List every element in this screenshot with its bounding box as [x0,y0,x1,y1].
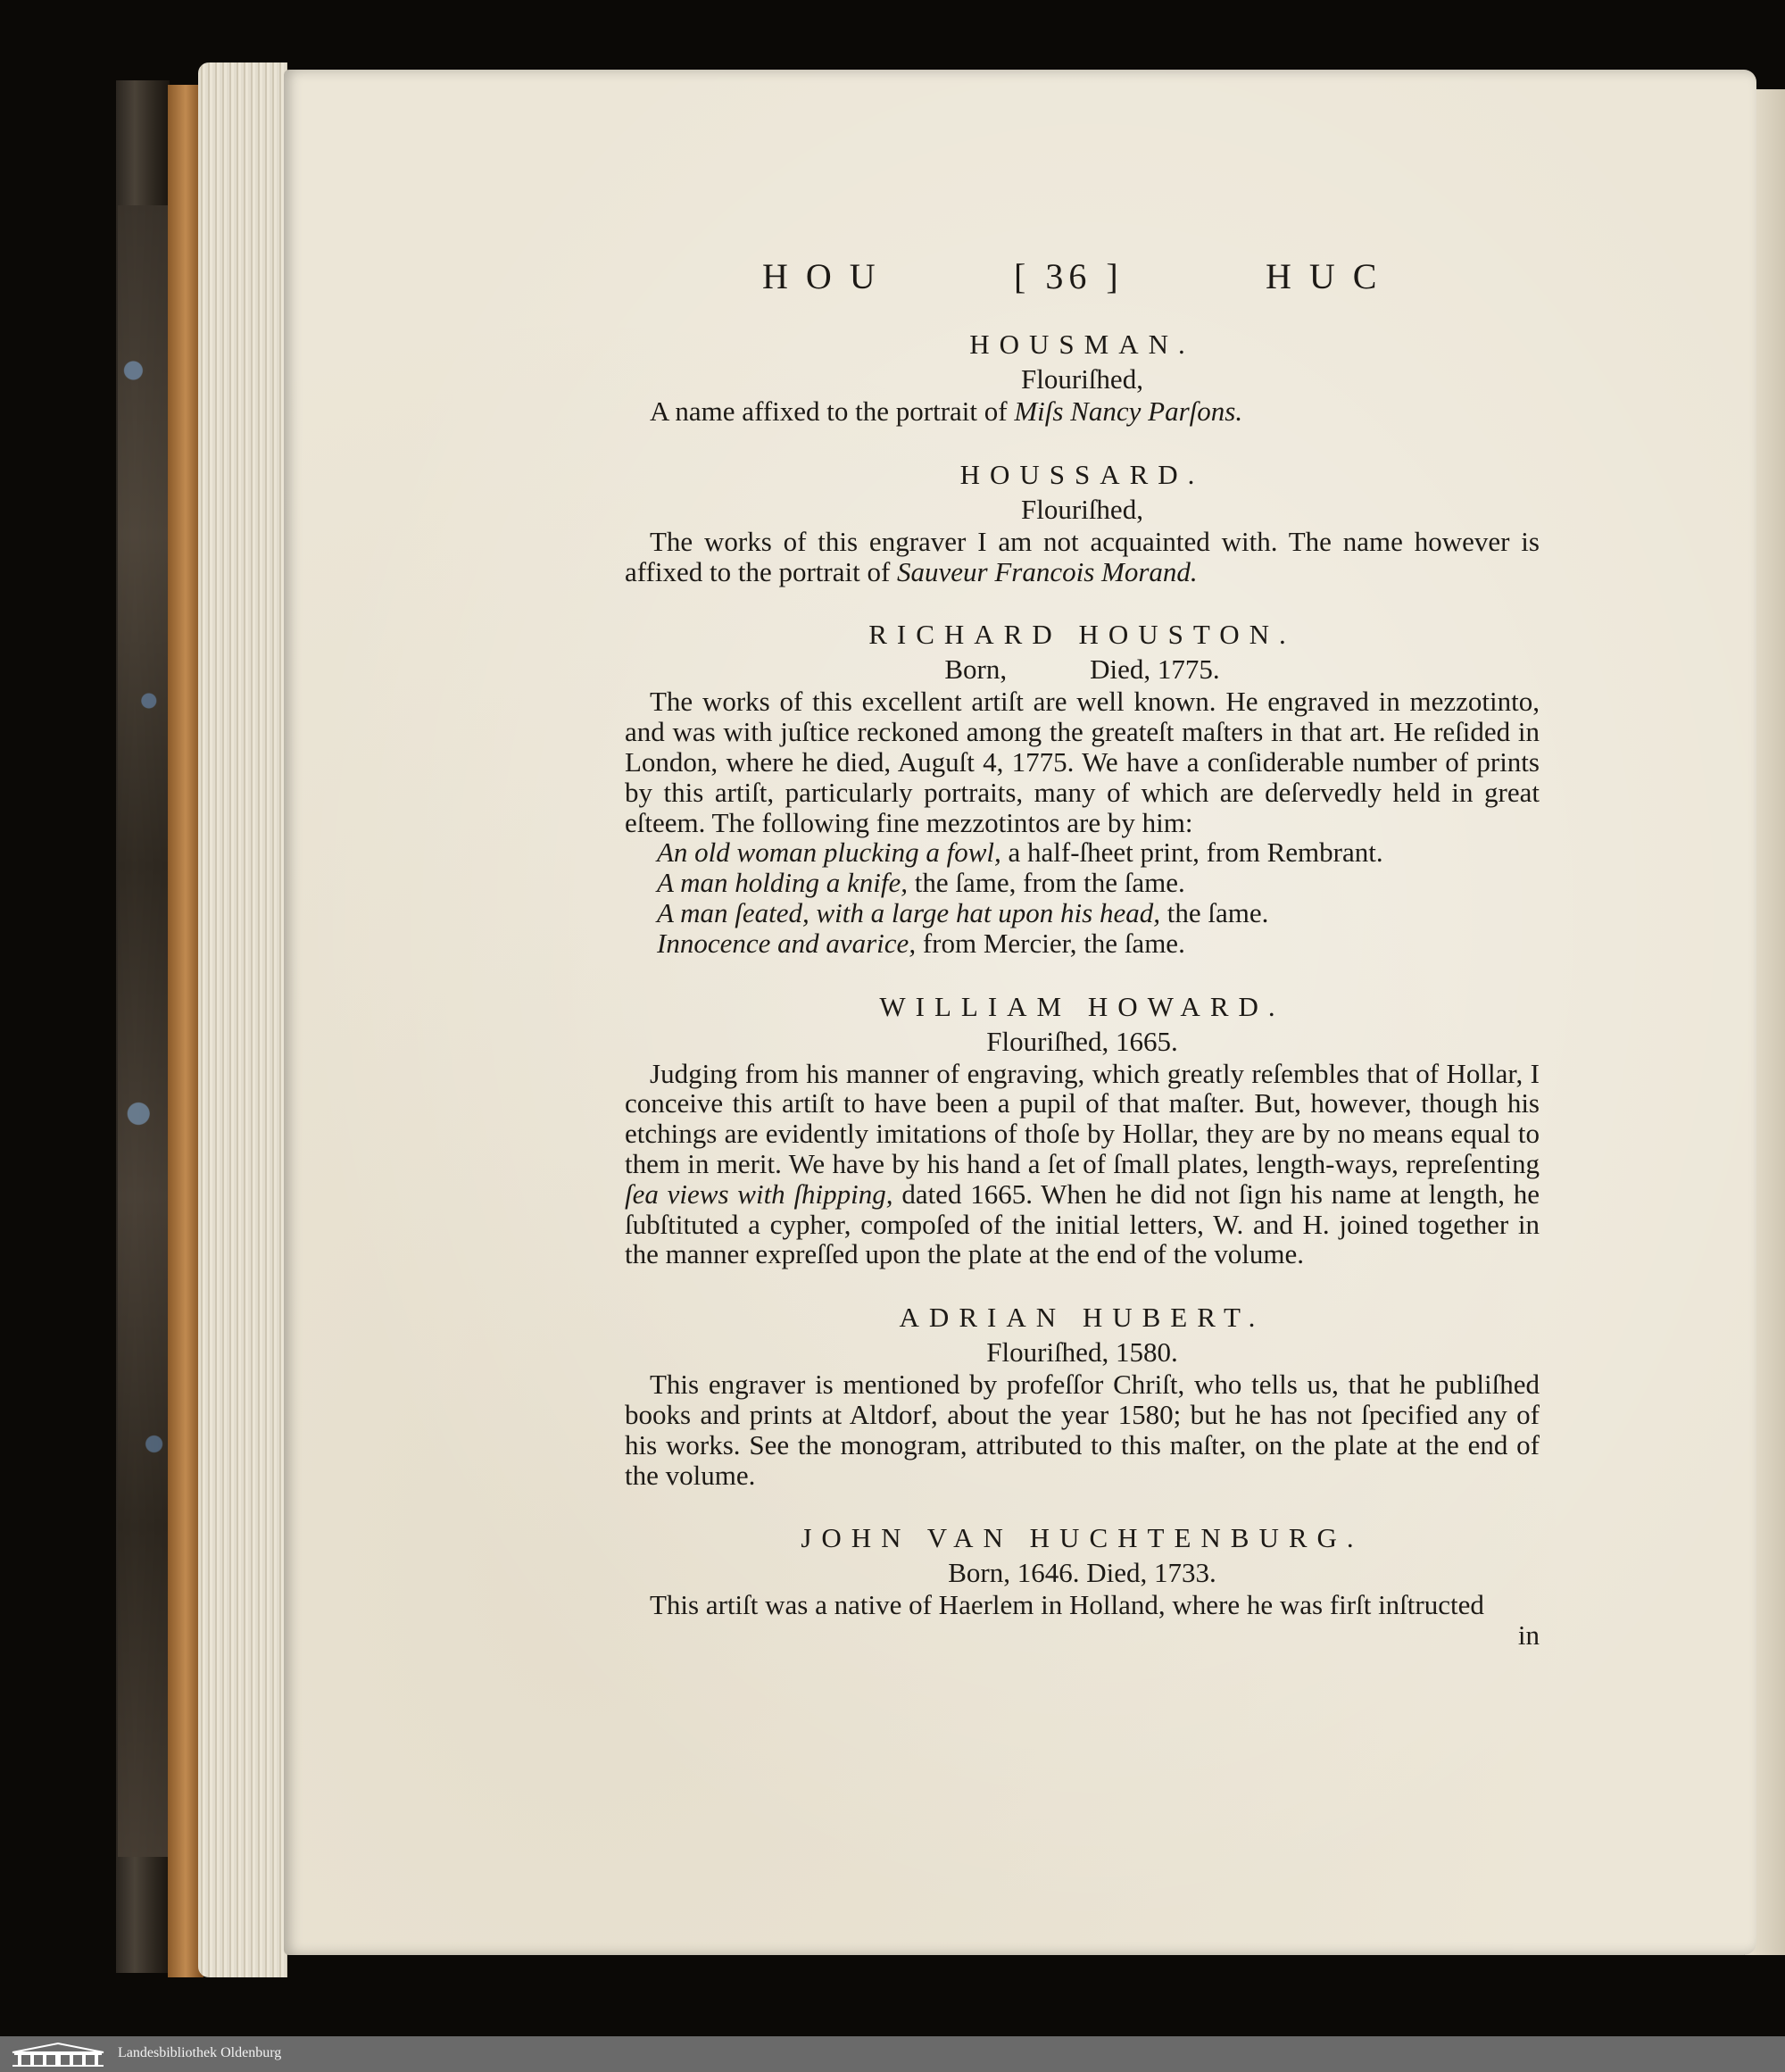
entry-william-howard [625,989,1540,1270]
list-item [657,898,1540,928]
marbled-board [118,205,170,1857]
entry-name: HOUSSARD. [959,458,1205,490]
entry-text-italic: Miſs Nancy Parſons. [1014,395,1243,427]
page-number: [ 36 ] [1014,256,1124,296]
text-column [625,327,1540,1651]
entry-name: WILLIAM HOWARD. [879,990,1285,1022]
entry-text: This artiſt was a native of Haerlem in Holland, where he was firſt inſtructed [650,1589,1484,1621]
entry-text-italic: Sauveur Francois Morand. [897,555,1198,587]
entry-dates: Flouriſhed, [1021,363,1143,395]
entry-adrian-hubert [625,1300,1540,1490]
list-item-title: An old woman plucking a fowl, [657,836,1001,869]
entry-housman [625,327,1540,427]
entry-text [625,396,1540,427]
entry-dates: Flouriſhed, 1580. [986,1336,1178,1369]
library-name: Landesbibliothek Oldenburg [118,2045,282,2060]
entry-name: ADRIAN HUBERT. [899,1302,1266,1334]
entry-john-van-huchtenburg [625,1520,1540,1651]
print-list [625,837,1540,958]
entry-text-italic: ſea views with ſhipping, [625,1177,893,1210]
entry-text [625,1059,1540,1270]
entry-text [625,527,1540,587]
entry-name: JOHN VAN HUCHTENBURG. [801,1522,1364,1554]
catchword: in [1517,1619,1540,1652]
entry-text-part-b: dated 1665. When he did not ſign his name at length, he ſubſtituted a cypher, compoſed of the initial letters, W. and H. joined together in the manner expreſſed upon the plate at the end of the volume. [625,1177,1540,1270]
list-item-title: A man holding a knife, [657,867,908,899]
book-page [284,70,1756,1955]
entry-name: HOUSMAN. [969,329,1195,360]
entry-richard-houston [625,617,1540,958]
list-item-detail: from Mercier, the ſame. [916,927,1185,959]
header-left: HOU [762,256,893,296]
list-item-detail: the ſame, from the ſame. [907,867,1185,899]
entry-name: RICHARD HOUSTON. [868,619,1296,651]
library-building-icon [9,2042,107,2067]
entry-houssard [625,457,1540,587]
footer-bar [0,2036,1785,2072]
entry-dates: Flouriſhed, [1021,493,1143,525]
entry-text: The works of this excellent artiſt are well known. He engraved in mezzotinto, and was with juſtice reckoned among the greateſt maſters in that art. He reſided in London, where he died, Auguſt 4, 1775. We have a conſiderable number of prints by this artiſt, particularly portraits, many of which are deſervedly held in great eſteem. The following fine mezzotintos are by him: [625,686,1540,838]
header-right: HUC [1266,256,1395,296]
list-item [657,868,1540,898]
list-item-detail: the ſame. [1160,896,1269,928]
entry-text: This engraver is mentioned by profeſſor Chriſt, who tells us, that he publiſhed books and prints at Altdorf, about the year 1580; but he has not ſpecified any of his works. See the monogram, attributed to this maſter, on the plate at the end of the volume. [625,1369,1540,1491]
entry-text-plain: A name affixed to the portrait of [650,395,1015,427]
entry-dates: Born, 1646. Died, 1733. [948,1557,1216,1589]
list-item-detail: a half-ſheet print, from Rembrant. [1000,836,1383,869]
list-item-title: Innocence and avarice, [657,927,917,959]
entry-text-plain: The works of this engraver I am not acquainted with. The name however is affixed to the portrait of [625,525,1540,587]
entry-dates: Born, Died, 1775. [944,653,1220,686]
list-item [657,837,1540,868]
page-edges [198,62,287,1977]
list-item-title: A man ſeated, with a large hat upon his head, [657,896,1160,928]
list-item [657,928,1540,959]
running-header [284,255,1756,309]
entry-text-part-a: Judging from his manner of engraving, which greatly reſembles that of Hollar, I conceive this artiſt to have been a pupil of that maſter. But, however, though his etchings are evidently imitations of thoſe by Hollar, they are by no means equal to them in merit. We have by his hand a ſet of ſmall plates, length-ways, repreſenting [625,1057,1540,1179]
entry-dates: Flouriſhed, 1665. [986,1025,1178,1057]
